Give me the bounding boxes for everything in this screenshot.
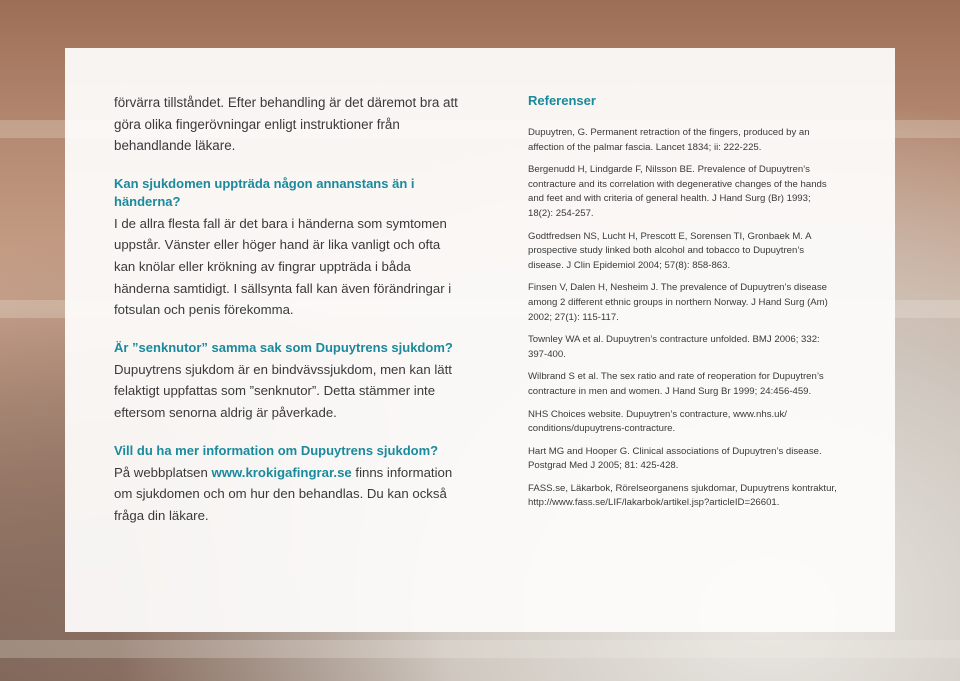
reference-item: Hart MG and Hooper G. Clinical associations of Dupuytren’s disease. Postgrad Med J 2005; 81: 425-428. <box>528 445 822 472</box>
reference-item: FASS.se, Läkarbok, Rörelseorganens sjukdomar, Dupuytrens kontraktur, http://www.fass.se/LIF/lakarbok/artikel.jsp?articleID=26601. <box>528 482 837 509</box>
references-title: Referenser <box>528 93 596 108</box>
background-paper-stripe <box>0 640 960 658</box>
references-list <box>528 126 838 511</box>
reference-item: Dupuytren, G. Permanent retraction of the fingers, produced by an affection of the palmar fascia. Lancet 1834; ii: 222-225. <box>528 127 810 153</box>
more-info-prefix: På webbplatsen <box>114 464 212 480</box>
section-heading: Är ”senknutor” samma sak som Dupuytrens sjukdom? <box>114 339 453 355</box>
section-body: I de allra flesta fall är det bara i händerna som symtomen uppstår. Vänster eller höger hand är lika vanligt och ofta kan knölar eller krökning av fingrar uppträda i båda händerna samtidigt. I sällsynta fall kan även förändringar i fotsulan och penis förekomma. <box>114 215 452 318</box>
more-info-suffix: finns information om sjukdomen och om hur den behandlas. Du kan också fråga din läkare. <box>114 464 453 523</box>
references-column <box>528 92 838 519</box>
more-info-heading: Vill du ha mer information om Dupuytrens sjukdom? <box>114 442 439 458</box>
document-page <box>65 48 895 632</box>
reference-item: Godtfredsen NS, Lucht H, Prescott E, Sorensen TI, Gronbaek M. A prospective study linked both alcohol and tobacco to Dupuytren’s disease. J Clin Epidemiol 2004; 57(8): 858-863. <box>528 230 811 271</box>
reference-item: Bergenudd H, Lindgarde F, Nilsson BE. Prevalence of Dupuytren’s contracture and its correlation with degenerative changes of the hands and feet and with criteria of general health. J Hand Surg (Br) 1993; 18(2): 254-257. <box>528 164 827 219</box>
section-body: Dupuytrens sjukdom är en bindvävssjukdom, men kan lätt felaktigt uppfattas som ”senknutor”. Detta stämmer inte eftersom senorna aldrig är påverkade. <box>114 361 452 420</box>
website-link[interactable]: www.krokigafingrar.se <box>211 464 352 480</box>
intro-paragraph: förvärra tillståndet. Efter behandling är det däremot bra att göra olika fingerövningar enligt instruktioner från behandlande läkare. <box>114 95 458 154</box>
reference-item: Finsen V, Dalen H, Nesheim J. The prevalence of Dupuytren’s disease among 2 different ethnic groups in northern Norway. J Hand Surg (Am) 2002; 27(1): 115-117. <box>528 282 828 323</box>
reference-item: Wilbrand S et al. The sex ratio and rate of reoperation for Dupuytren’s contracture in men and women. J Hand Surg Br 1999; 24:456-459. <box>528 371 824 397</box>
more-info-body <box>114 462 459 527</box>
reference-item: Townley WA et al. Dupuytren’s contracture unfolded. BMJ 2006; 332: 397-400. <box>528 334 820 360</box>
left-column <box>114 92 459 526</box>
reference-item: NHS Choices website. Dupuytren’s contracture, www.nhs.uk/ conditions/dupuytrens-contracture. <box>528 408 787 435</box>
section-heading: Kan sjukdomen uppträda någon annanstans än i händerna? <box>114 175 415 209</box>
